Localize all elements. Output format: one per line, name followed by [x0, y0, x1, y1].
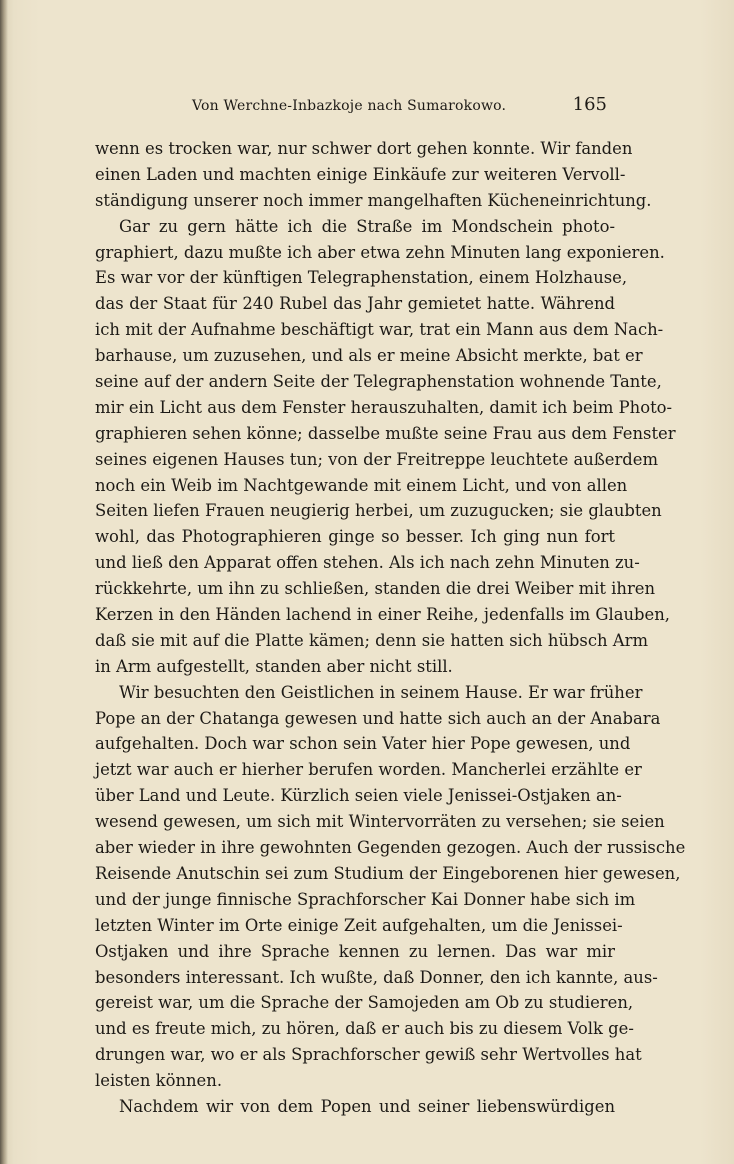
text-line: graphieren sehen könne; dasselbe mußte seine Frau aus dem Fenster [95, 423, 676, 443]
text-line: und ließ den Apparat offen stehen. Als ich nach zehn Minuten zu- [95, 553, 640, 573]
text-line: aber wieder in ihre gewohnten Gegenden gezogen. Auch der russische [95, 838, 686, 858]
text-line: graphiert, dazu mußte ich aber etwa zehn Minuten lang exponieren. [95, 242, 665, 262]
text-line: über Land und Leute. Kürzlich seien viele Jenissei-Ostjaken an- [95, 786, 622, 806]
text-line: und der junge finnische Sprachforscher Kai Donner habe sich im [95, 889, 636, 909]
text-line: daß sie mit auf die Platte kämen; denn sie hatten sich hübsch Arm [95, 630, 648, 650]
text-line: ich mit der Aufnahme beschäftigt war, trat ein Mann aus dem Nach- [95, 320, 664, 340]
text-line: drungen war, wo er als Sprachforscher gewiß sehr Wertvolles hat [95, 1045, 642, 1065]
text-line: Ostjaken und ihre Sprache kennen zu lernen. Das war mir [95, 941, 615, 961]
text-line: seines eigenen Hauses tun; von der Freitreppe leuchtete außerdem [95, 449, 659, 469]
text-line: letzten Winter im Orte einige Zeit aufgehalten, um die Jenissei- [95, 915, 623, 935]
text-line: aufgehalten. Doch war schon sein Vater hier Pope gewesen, und [95, 734, 631, 754]
text-line: Reisende Anutschin sei zum Studium der Eingeborenen hier gewesen, [95, 863, 681, 883]
text-line: wenn es trocken war, nur schwer dort gehen konnte. Wir fanden [95, 139, 633, 158]
text-line: in Arm aufgestellt, standen aber nicht still. [95, 656, 453, 676]
text-line: leisten können. [95, 1071, 223, 1091]
text-line: das der Staat für 240 Rubel das Jahr gemietet hatte. Während [95, 294, 615, 314]
text-line: Kerzen in den Händen lachend in einer Reihe, jedenfalls im Glauben, [95, 605, 671, 625]
text-line: ständigung unserer noch immer mangelhaften Kücheneinrichtung. [95, 190, 652, 210]
text-line: Nachdem wir von dem Popen und seiner liebenswürdigen [119, 1096, 615, 1116]
running-head [95, 92, 615, 120]
text-line: und es freute mich, zu hören, daß er auch bis zu diesem Volk ge- [95, 1019, 634, 1039]
text-line: mir ein Licht aus dem Fenster herauszuhalten, damit ich beim Photo- [95, 397, 673, 417]
text-line: wohl, das Photographieren ginge so besser. Ich ging nun fort [95, 527, 615, 547]
text-line: Seiten liefen Frauen neugierig herbei, um zuzugucken; sie glaubten [95, 501, 662, 521]
text-line: gereist war, um die Sprache der Samojeden am Ob zu studieren, [95, 993, 634, 1013]
text-line: wesend gewesen, um sich mit Wintervorräten zu versehen; sie seien [95, 812, 665, 832]
text-line: Es war vor der künftigen Telegraphenstation, einem Holzhause, [95, 268, 628, 288]
text-line: einen Laden und machten einige Einkäufe zur weiteren Vervoll- [95, 164, 626, 184]
text-line: barhause, um zuzusehen, und als er meine Absicht merkte, bat er [95, 346, 643, 366]
text-line: besonders interessant. Ich wußte, daß Donner, den ich kannte, aus- [95, 967, 658, 987]
text-line: noch ein Weib im Nachtgewande mit einem Licht, und von allen [95, 475, 628, 495]
text-line: jetzt war auch er hierher berufen worden. Mancherlei erzählte er [95, 760, 642, 780]
text-line: Gar zu gern hätte ich die Straße im Mondschein photo- [119, 216, 615, 236]
text-line: Pope an der Chatanga gewesen und hatte sich auch an der Anabara [95, 708, 661, 728]
binding-edge-shadow [0, 0, 8, 1164]
text-line: seine auf der andern Seite der Telegraphenstation wohnende Tante, [95, 372, 662, 392]
text-line: rückkehrte, um ihn zu schließen, standen die drei Weiber mit ihren [95, 579, 656, 599]
running-head-title: Von Werchne-Inbazkoje nach Sumarokowo. [192, 98, 507, 114]
text-line: Wir besuchten den Geistlichen in seinem Hause. Er war früher [119, 682, 643, 702]
page-number: 165 [572, 94, 607, 115]
body-text [95, 136, 686, 1120]
